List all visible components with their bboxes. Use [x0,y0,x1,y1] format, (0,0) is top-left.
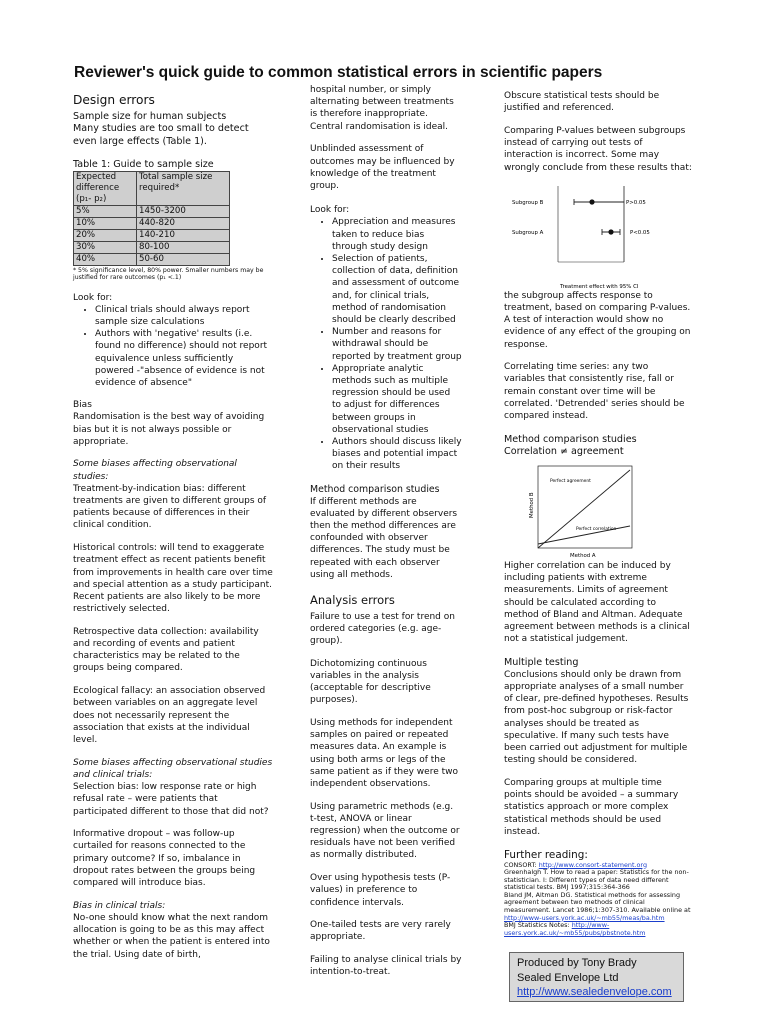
reference-text: Bland JM, Altman DG. Statistical methods for assessing agreement between two methods of clinical measurement. Lancet 1986;1:307-310. Available online at [504,890,691,915]
table-row [74,229,230,241]
table-cell: 140-210 [137,229,230,241]
bias-heading: Bias [73,400,92,411]
paragraph: Ecological fallacy: an association observed between variables on an aggregate level does not necessarily represent the association that exists at the individual level. [73,686,266,745]
table-caption: Table 1: Guide to sample size [73,158,214,170]
table-note: * 5% significance level, 80% power. Smaller numbers may be justified for rare outcomes (p₁ <.1) [73,266,264,281]
forest-axis-label: Treatment effect with 95% CI [560,283,639,290]
design-errors-heading: Design errors [73,93,155,107]
table-cell: 80-100 [137,241,230,253]
paragraph: Selection bias: low response rate or high refusal rate – were patients that participated different to those that did not? [73,782,269,817]
reference-text: BMJ Statistics Notes: [504,921,572,930]
list-item: • Authors should discuss likely biases and potential impact on their results [332,436,462,473]
paragraph: One-tailed tests are very rarely appropriate. [310,920,451,943]
paragraph: Failing to analyse clinical trials by intention-to-treat. [310,955,462,978]
table-cell: 1450-3200 [137,205,230,217]
table-cell: 20% [74,229,137,241]
table-header-cell: Expected difference (p₁- p₂) [74,171,137,205]
paragraph: If different methods are evaluated by different observers then the method differences are confounded with observer differences. The study must be repeated with each observer using all methods. [310,496,458,580]
table-header-cell: Total sample size required* [137,171,230,205]
paragraph: the subgroup affects response to treatment, based on comparing P-values. A test of interaction would show no evidence of any effect of the grouping on response. [504,290,691,350]
paragraph: Retrospective data collection: availability and recording of events and patient characteristics may be related to the groups being compared. [73,626,259,674]
paragraph: Over using hypothesis tests (P-values) in preference to confidence intervals. [310,873,451,908]
paragraph: hospital number, or simply alternating between treatments is therefore inappropriate. Central randomisation is ideal. [310,85,454,132]
reference-item: Greenhalgh T. How to read a paper: Statistics for the non-statistician. I: Different types of data need different statistical tests. BMJ 1997;315:364-366 [504,868,689,892]
reference-item [504,922,692,937]
table-row [74,253,230,265]
bias-text: Randomisation is the best way of avoiding bias but it is not always possible or appropriate. [73,412,265,447]
paragraph: Obscure statistical tests should be justified and referenced. [504,91,660,114]
column-2 [310,84,462,989]
look-for-label: Look for: [73,292,113,303]
table-row [74,241,230,253]
list-item: • Selection of patients, collection of data, definition and assessment of outcome and, for clinical trials, method of randomisation should be clearly described [332,253,462,326]
consort-link[interactable]: http://www.consort-statement.org [538,860,648,869]
consort-label: CONSORT: [504,860,539,869]
method-comparison-heading: Method comparison studies [310,483,440,495]
credit-author: Produced by Tony Brady [517,957,637,969]
paragraph: Dichotomizing continuous variables in the analysis (acceptable for descriptive purposes). [310,658,431,706]
credit-company: Sealed Envelope Ltd [517,971,619,984]
list-item: • Number and reasons for withdrawal should be reported by treatment group [332,326,462,363]
paragraph: Using methods for independent samples on paired or repeated measures data. An example is using both arms or legs of the same patient as if they were two independent observations. [310,717,459,789]
paragraph: Failure to use a test for trend on ordered categories (e.g. age-group). [310,611,455,646]
paragraph: Correlating time series: any two variables that consistently rise, fall or remain constant over time will be correlated. 'Detrended' series should be compared instead. [504,362,685,422]
sample-size-heading: Sample size for human subjects [73,111,227,122]
subgroup-a-p: P<0.05 [630,229,650,236]
paragraph: Conclusions should only be drawn from appropriate analyses of a small number of clear, pre-defined hypotheses. Results from post-hoc subgroup or risk-factor analyses should be treated as speculative. If many such tests have been carried out adjustment for multiple testing should be considered. [504,669,689,766]
table-header-row [74,171,230,205]
credit-box [509,952,684,1002]
table-cell: 30% [74,241,137,253]
subgroup-b-p: P>0.05 [626,199,646,206]
paragraph: Using parametric methods (e.g. t-test, ANOVA or linear regression) when the outcome or residuals have not been verified as normally distributed. [310,801,460,861]
reference-item [504,892,692,922]
clinical-trials-bias-heading: Bias in clinical trials: [73,900,166,911]
list-item: • Clinical trials should always report sample size calculations [95,304,273,328]
paragraph: Comparing groups at multiple time points should be avoided – a summary statistics approach or more complex statistical methods should be used instead. [504,778,679,837]
paragraph: Comparing P-values between subgroups instead of carrying out tests of interaction is incorrect. Some may wrongly conclude from these results that: [504,125,692,173]
corr-xlabel: Method A [570,552,596,559]
observational-trials-biases-heading: Some biases affecting observational studies and clinical trials: [73,757,273,780]
method-comparison-heading: Method comparison studies [504,433,637,445]
paragraph: Unblinded assessment of outcomes may be influenced by knowledge of the treatment group. [310,144,455,191]
list-item: • Appropriate analytic methods such as multiple regression should be used to adjust for differences between groups in observational studies [332,363,462,436]
column-1 [73,92,273,971]
perfect-agreement-label: Perfect agreement [550,478,591,484]
analysis-errors-heading: Analysis errors [310,592,395,607]
table-row [74,217,230,229]
multiple-testing-heading: Multiple testing [504,656,579,668]
table-cell: 10% [74,217,137,229]
observational-biases-heading: Some biases affecting observational studies: [73,459,237,482]
subgroup-a-label: Subgroup A [512,229,544,236]
paragraph: Informative dropout – was follow-up curtailed for reasons connected to the primary outcome? If so, imbalance in dropout rates between the groups being compared will introduce bias. [73,829,256,889]
table-cell: 50-60 [137,253,230,265]
correlation-agreement-plot [504,460,692,560]
statistics-notes-link[interactable]: http://www-users.york.ac.uk/~mb55/pubs/pbstnote.htm [504,921,646,937]
subgroup-b-label: Subgroup B [512,199,544,206]
subgroup-forest-plot [504,178,692,290]
paragraph: Treatment-by-indication bias: different treatments are given to different groups of patients because of differences in their clinical condition. [73,483,267,531]
look-for-label: Look for: [310,205,350,216]
column-3 [504,90,692,937]
list-item: • Authors with 'negative' results (i.e. found no difference) should not report equivalence unless sufficiently powered -"absence of evidence is not evidence of absence" [95,328,273,389]
sealed-envelope-link[interactable]: http://www.sealedenvelope.com [517,986,672,998]
references [504,862,692,938]
sample-size-text: Many studies are too small to detect even large effects (Table 1). [73,123,249,147]
paragraph: Historical controls: will tend to exaggerate treatment effect as recent patients benefit from improvements in health care over time and special attention as a study participant. Recent patients are also likely to be more restrictively selected. [73,543,273,615]
table-cell: 5% [74,205,137,217]
look-for-list [73,304,273,389]
sample-size-table [73,171,230,266]
subgroup-b-point [589,199,594,204]
table-cell: 40% [74,253,137,265]
corr-ylabel: Method B [529,492,535,518]
table-cell: 440-820 [137,217,230,229]
paragraph: No-one should know what the next random allocation is going to be as this may affect whether or when the patient is entered into the trial. Using date of birth, [73,912,270,960]
list-item: • Appreciation and measures taken to reduce bias through study design [332,216,462,253]
further-reading-heading: Further reading: [504,848,588,861]
table-row [74,205,230,217]
bland-altman-link[interactable]: http://www-users.york.ac.uk/~mb55/meas/ba.htm [504,913,665,922]
perfect-correlation-label: Perfect correlation [576,526,617,532]
look-for-list [310,216,462,472]
method-comparison-subheading: Correlation ≠ agreement [504,445,624,457]
page-title: Reviewer's quick guide to common statistical errors in scientific papers [74,64,603,81]
subgroup-a-point [608,229,613,234]
paragraph: Higher correlation can be induced by including patients with extreme measurements. Limits of agreement should be calculated according to method of Bland and Altman. Adequate agreement between methods is a clinical not a statistical judgement. [504,560,690,645]
